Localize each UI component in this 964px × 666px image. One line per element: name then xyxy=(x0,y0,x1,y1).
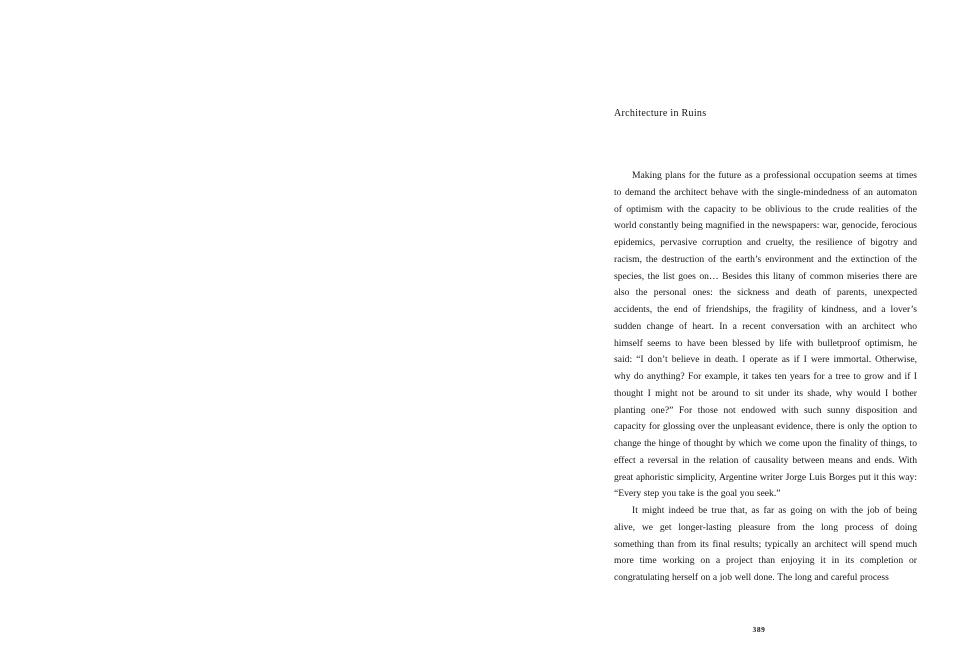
chapter-title: Architecture in Ruins xyxy=(614,108,707,119)
page-number: 389 xyxy=(752,625,766,634)
paragraph: Making plans for the future as a professional occupation seems at times to demand the architect behave with the single-mindedness of an automaton of optimism with the capacity to be oblivious to the crude realities of the world constantly being magnified in the newspapers: war, genocide, ferocious epidemics, pervasive corruption and cruelty, the resilience of bigotry and racism, the destruction of the earth’s environment and the extinction of the species, the list goes on… Besides this litany of common miseries there are also the personal ones: the sickness and death of parents, unexpected accidents, the end of friendships, the fragility of kindness, and a lover’s sudden change of heart. In a recent conversation with an architect who himself seems to have been blessed by life with bulletproof optimism, he said: “I don’t believe in death. I operate as if I were immortal. Otherwise, why do anything? For example, it takes ten years for a tree to grow and if I thought I might not be around to sit under its shade, why would I bother planting one?” For those not endowed with such sunny disposition and capacity for glossing over the unpleasant evidence, there is only the option to change the hinge of thought by which we come upon the finality of things, to effect a reversal in the relation of causality between means and ends. With great aphoristic simplicity, Argentine writer Jorge Luis Borges put it this way: “Every step you take is the goal you seek.” xyxy=(614,170,917,500)
body-text xyxy=(614,168,917,587)
paragraph: It might indeed be true that, as far as going on with the job of being alive, we get longer-lasting pleasure from the long process of doing something than from its final results; typically an architect will spend much more time working on a project than enjoying it in its completion or congratulating herself on a job well done. The long and careful process xyxy=(614,505,917,583)
